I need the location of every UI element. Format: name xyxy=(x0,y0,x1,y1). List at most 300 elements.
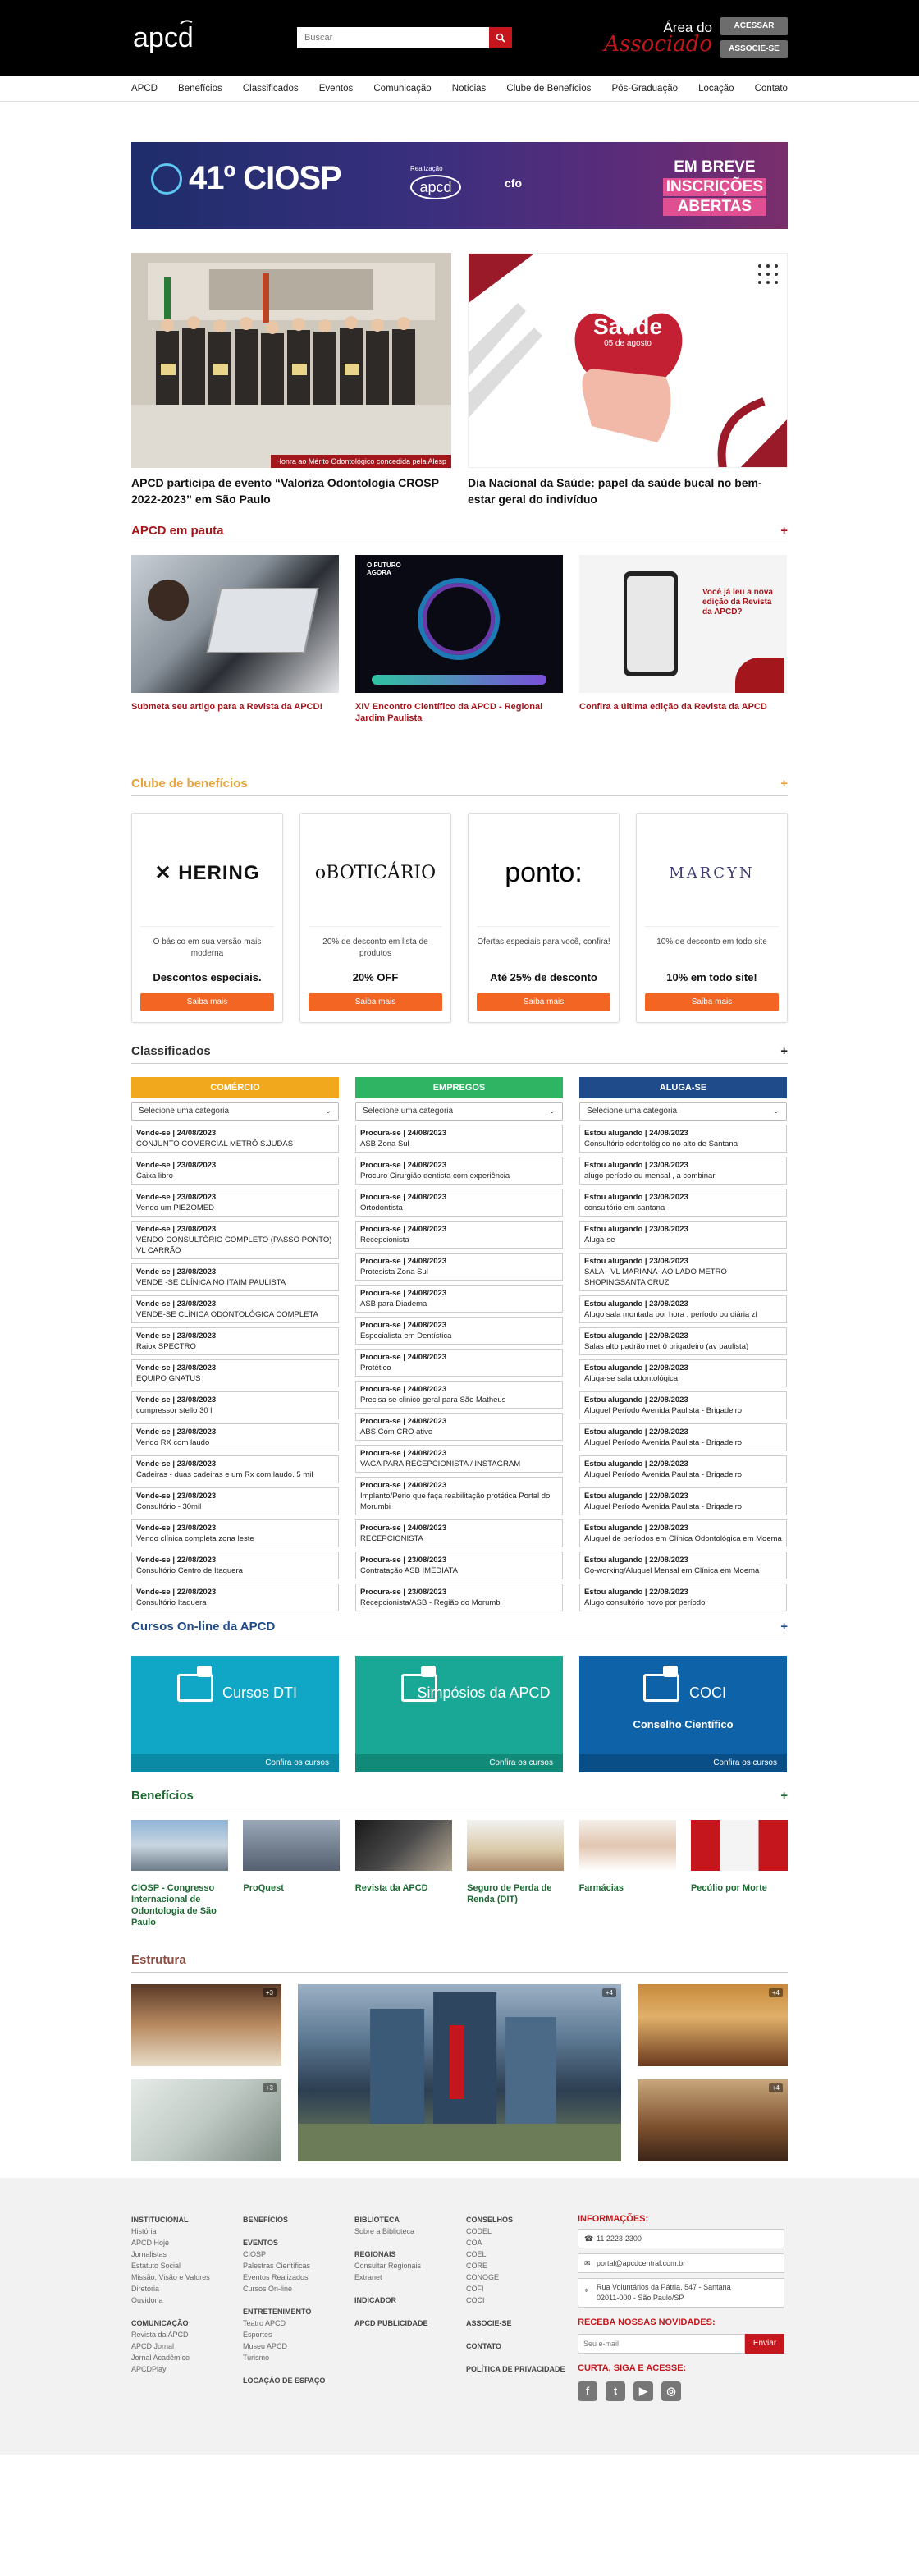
classified-entry[interactable] xyxy=(579,1295,787,1323)
newsletter-send-button[interactable]: Enviar xyxy=(745,2334,784,2354)
pauta-item[interactable] xyxy=(131,555,339,724)
newsletter-heading: RECEBA NOSSAS NOVIDADES: xyxy=(578,2317,716,2327)
classified-entry[interactable] xyxy=(355,1317,563,1345)
entry-header: Vende-se | 23/08/2023 xyxy=(136,1161,217,1170)
clube-offer: 20% OFF xyxy=(352,971,399,983)
entry-header: Vende-se | 23/08/2023 xyxy=(136,1460,217,1469)
footer-link[interactable]: CORE xyxy=(466,2262,488,2270)
entry-text: Vendo um PIEZOMED xyxy=(136,1203,215,1212)
confira-cursos-link[interactable]: Confira os cursos xyxy=(131,1754,339,1772)
nav-comunicacao[interactable]: Comunicação xyxy=(373,84,432,94)
clube-desc: Ofertas especiais para você, confira! xyxy=(477,937,610,947)
entry-text: VENDE-SE CLÍNICA ODONTOLÓGICA COMPLETA xyxy=(136,1310,318,1319)
classified-entry[interactable] xyxy=(131,1359,339,1387)
entry-text: Consultório Itaquera xyxy=(136,1598,207,1607)
beneficio-title[interactable]: Seguro de Perda de Renda (DIT) xyxy=(467,1883,552,1904)
estrutura-photo[interactable] xyxy=(131,1984,281,2066)
curso-title: Simpósios da APCD xyxy=(417,1684,551,1701)
entry-text: SALA - VL MARIANA- AO LADO METRO SHOPINGSANTA CRUZ xyxy=(584,1267,727,1287)
section-header-cursos xyxy=(131,1620,788,1639)
footer-column xyxy=(354,2214,466,2401)
curso-subtitle: Conselho Científico xyxy=(633,1718,734,1730)
ciosp-banner[interactable] xyxy=(131,142,788,229)
footer-link[interactable]: Esportes xyxy=(243,2331,272,2339)
classified-entry[interactable] xyxy=(131,1391,339,1419)
entry-text: RECEPCIONISTA xyxy=(360,1534,423,1543)
entry-header: Vende-se | 23/08/2023 xyxy=(136,1364,217,1373)
classified-entry[interactable] xyxy=(131,1263,339,1291)
nav-locacao[interactable]: Locação xyxy=(698,84,734,94)
footer-column xyxy=(131,2214,243,2401)
entry-text: Ortodontista xyxy=(360,1203,403,1212)
section-header-clube xyxy=(131,777,788,796)
classificados-column xyxy=(131,1077,339,1611)
entry-header: Procura-se | 24/08/2023 xyxy=(360,1225,447,1234)
acessar-button[interactable]: ACESSAR xyxy=(720,17,788,35)
twitter-icon[interactable]: t xyxy=(606,2381,625,2401)
entry-text: Aluguel Período Avenida Paulista - Brigadeiro xyxy=(584,1502,743,1511)
classified-entry[interactable] xyxy=(355,1125,563,1153)
entry-header: Vende-se | 23/08/2023 xyxy=(136,1332,217,1341)
entry-header: Estou alugando | 23/08/2023 xyxy=(584,1257,688,1266)
footer-link[interactable]: CIOSP xyxy=(243,2250,267,2258)
brand-logo-marcyn: MARCYN xyxy=(645,820,779,927)
footer-group-heading[interactable]: INDICADOR xyxy=(354,2296,396,2304)
classified-entry[interactable] xyxy=(579,1125,787,1153)
footer-link[interactable]: CODEL xyxy=(466,2227,492,2235)
beneficio-image xyxy=(355,1820,452,1871)
entry-header: Estou alugando | 23/08/2023 xyxy=(584,1299,688,1309)
footer-group-heading[interactable]: COMUNICAÇÃO xyxy=(131,2319,189,2327)
footer-link[interactable]: Teatro APCD xyxy=(243,2319,286,2327)
phone-field: ☎ 11 2223-2300 xyxy=(578,2229,784,2248)
entry-text: Consultório odontológico no alto de Santana xyxy=(584,1139,738,1148)
category-select[interactable] xyxy=(355,1102,563,1121)
beneficio-item[interactable] xyxy=(691,1820,788,1928)
entry-header: Estou alugando | 23/08/2023 xyxy=(584,1161,688,1170)
classified-entry[interactable] xyxy=(355,1445,563,1473)
classified-entry[interactable] xyxy=(131,1487,339,1515)
entry-header: Vende-se | 22/08/2023 xyxy=(136,1588,217,1597)
classified-entry[interactable] xyxy=(355,1285,563,1313)
entry-header: Procura-se | 24/08/2023 xyxy=(360,1353,447,1362)
entry-header: Procura-se | 24/08/2023 xyxy=(360,1289,447,1298)
footer-link[interactable]: COFI xyxy=(466,2285,484,2293)
beneficio-item[interactable] xyxy=(467,1820,564,1928)
section-title: Estrutura xyxy=(131,1953,186,1967)
classified-entry[interactable] xyxy=(579,1584,787,1611)
pauta-image: O FUTURO AGORA xyxy=(355,555,563,693)
brand-logo-boticario: oBOTICÁRIO xyxy=(309,820,442,927)
classified-entry[interactable] xyxy=(579,1327,787,1355)
nav-classificados[interactable]: Classificados xyxy=(242,84,299,94)
beneficio-image xyxy=(131,1820,228,1871)
entry-text: Contratação ASB IMEDIATA xyxy=(360,1566,458,1575)
info-heading: INFORMAÇÕES: xyxy=(578,2214,649,2224)
classificados-column xyxy=(579,1077,787,1611)
entry-header: Vende-se | 23/08/2023 xyxy=(136,1492,217,1501)
confira-cursos-link[interactable]: Confira os cursos xyxy=(579,1754,787,1772)
footer-link[interactable]: Eventos Realizados xyxy=(243,2273,309,2281)
classified-entry[interactable] xyxy=(355,1552,563,1579)
pauta-title[interactable]: Submeta seu artigo para a Revista da APCD! xyxy=(131,702,323,712)
entry-header: Vende-se | 23/08/2023 xyxy=(136,1267,217,1277)
plus-icon[interactable]: + xyxy=(780,1789,788,1803)
footer-group-heading[interactable]: REGIONAIS xyxy=(354,2250,396,2258)
nav-eventos[interactable]: Eventos xyxy=(318,84,354,94)
classified-entry[interactable] xyxy=(579,1423,787,1451)
clube-card xyxy=(131,813,283,1023)
mail-icon: ✉ xyxy=(584,2259,591,2267)
beneficio-item[interactable] xyxy=(355,1820,452,1928)
footer-link[interactable]: COEL xyxy=(466,2250,487,2258)
newsletter-email-input[interactable] xyxy=(578,2334,745,2354)
footer-column xyxy=(466,2214,578,2401)
category-select-value: Selecione uma categoria xyxy=(587,1107,678,1116)
featured-title[interactable]: Dia Nacional da Saúde: papel da saúde bucal no bem-estar geral do indivíduo xyxy=(468,476,762,506)
classified-entry[interactable] xyxy=(355,1221,563,1249)
saiba-mais-button[interactable]: Saiba mais xyxy=(140,993,274,1011)
category-select-value: Selecione uma categoria xyxy=(363,1107,454,1116)
facebook-icon[interactable]: f xyxy=(578,2381,597,2401)
classified-entry[interactable] xyxy=(355,1584,563,1611)
search-icon xyxy=(496,33,505,43)
featured-card[interactable] xyxy=(131,253,451,507)
entry-text: Vendo clínica completa zona leste xyxy=(136,1534,254,1543)
beneficio-item[interactable] xyxy=(243,1820,340,1928)
entry-header: Estou alugando | 22/08/2023 xyxy=(584,1332,688,1341)
column-header[interactable]: EMPREGOS xyxy=(355,1077,563,1098)
top-header xyxy=(0,0,919,76)
entry-header: Vende-se | 23/08/2023 xyxy=(136,1396,217,1405)
entry-text: Recepcionista/ASB - Região do Morumbi xyxy=(360,1598,502,1607)
entry-text: Consultório Centro de Itaquera xyxy=(136,1566,243,1575)
beneficio-image xyxy=(579,1820,676,1871)
pauta-image: Você já leu a nova edição da Revista da APCD? xyxy=(579,555,787,693)
classified-entry[interactable] xyxy=(131,1221,339,1259)
entry-text: Vendo RX com laudo xyxy=(136,1438,210,1447)
chat-bubble-icon xyxy=(663,1666,678,1677)
entry-header: Procura-se | 24/08/2023 xyxy=(360,1417,447,1426)
entry-text: Consultório - 30mil xyxy=(136,1502,202,1511)
nav-contato[interactable]: Contato xyxy=(754,84,788,94)
clube-card xyxy=(636,813,788,1023)
category-select[interactable] xyxy=(579,1102,787,1121)
entry-text: Raiox SPECTRO xyxy=(136,1342,196,1351)
clube-desc: 20% de desconto em lista de produtos xyxy=(322,937,428,958)
footer-link[interactable]: Consultar Regionais xyxy=(354,2262,422,2270)
curso-title: Cursos DTI xyxy=(222,1684,297,1701)
classified-entry[interactable] xyxy=(355,1157,563,1185)
classified-entry[interactable] xyxy=(131,1584,339,1611)
nav-clube-beneficios[interactable]: Clube de Benefícios xyxy=(506,84,592,94)
footer-link[interactable]: CONOGE xyxy=(466,2273,500,2281)
chat-bubble-icon xyxy=(421,1666,436,1677)
photo-count: +4 xyxy=(769,1988,783,1997)
footer-link[interactable]: Jornalistas xyxy=(131,2250,167,2258)
chevron-down-icon: ⌄ xyxy=(772,1107,780,1116)
section-header-beneficios xyxy=(131,1789,788,1808)
classified-entry[interactable] xyxy=(355,1477,563,1515)
beneficio-title[interactable]: Revista da APCD xyxy=(354,1883,428,1893)
entry-text: Aluguel Período Avenida Paulista - Brigadeiro xyxy=(584,1438,743,1447)
poster-text: Dia Nacional da Saúde 05 de agosto xyxy=(592,305,663,348)
beneficio-title[interactable]: CIOSP - Congresso Internacional de Odontologia de São Paulo xyxy=(131,1883,217,1927)
entry-header: Procura-se | 23/08/2023 xyxy=(360,1588,447,1597)
entry-header: Procura-se | 24/08/2023 xyxy=(360,1193,447,1202)
plus-icon[interactable]: + xyxy=(780,524,788,538)
footer-group-heading[interactable]: BENEFÍCIOS xyxy=(243,2216,289,2224)
beneficio-title[interactable]: Farmácias xyxy=(578,1883,624,1893)
classified-entry[interactable] xyxy=(131,1423,339,1451)
featured-caption: Honra ao Mérito Odontológico concedida pela Alesp xyxy=(271,455,451,468)
footer-link[interactable]: APCDPlay xyxy=(131,2365,167,2373)
classified-entry[interactable] xyxy=(131,1295,339,1323)
footer-info xyxy=(578,2214,784,2401)
classified-entry[interactable] xyxy=(355,1519,563,1547)
entry-header: Estou alugando | 22/08/2023 xyxy=(584,1524,688,1533)
entry-text: Procuro Cirurgião dentista com experiência xyxy=(360,1171,510,1180)
classified-entry[interactable] xyxy=(579,1253,787,1291)
footer xyxy=(0,2178,919,2455)
entry-header: Estou alugando | 22/08/2023 xyxy=(584,1364,688,1373)
entry-header: Procura-se | 23/08/2023 xyxy=(360,1556,447,1565)
classified-entry[interactable] xyxy=(579,1189,787,1217)
beneficio-image xyxy=(691,1820,788,1871)
search-button[interactable] xyxy=(489,27,512,48)
estrutura-photo[interactable] xyxy=(131,2079,281,2161)
section-title: Classificados xyxy=(131,1044,211,1058)
column-header[interactable]: ALUGA-SE xyxy=(579,1077,787,1098)
classified-entry[interactable] xyxy=(579,1552,787,1579)
banner-realizacao: Realização xyxy=(410,165,443,172)
footer-link[interactable]: Museu APCD xyxy=(243,2342,288,2350)
pauta-title[interactable]: Confira a última edição da Revista da APCD xyxy=(579,702,767,712)
entry-text: Especialista em Dentística xyxy=(360,1332,452,1341)
chat-bubble-icon xyxy=(197,1666,212,1677)
confira-cursos-link[interactable]: Confira os cursos xyxy=(355,1754,563,1772)
chevron-down-icon: ⌄ xyxy=(548,1107,556,1116)
entry-text: ASB Zona Sul xyxy=(360,1139,409,1148)
cursos-grid xyxy=(131,1656,788,1772)
entry-text: Implanto/Perio que faça reabilitação protética Portal do Morumbi xyxy=(360,1492,551,1511)
estrutura-photo[interactable] xyxy=(638,2079,788,2161)
saiba-mais-button[interactable]: Saiba mais xyxy=(477,993,610,1011)
classified-entry[interactable] xyxy=(355,1253,563,1281)
footer-group-heading[interactable]: LOCAÇÃO DE ESPAÇO xyxy=(243,2377,326,2385)
featured-card[interactable] xyxy=(468,253,788,507)
saiba-mais-button[interactable]: Saiba mais xyxy=(645,993,779,1011)
clube-desc: O básico em sua versão mais moderna xyxy=(153,937,262,958)
footer-link[interactable]: Turismo xyxy=(243,2354,270,2362)
curso-title: COCI xyxy=(689,1684,726,1701)
classified-entry[interactable] xyxy=(131,1125,339,1153)
beneficio-image xyxy=(467,1820,564,1871)
photo-count: +3 xyxy=(263,2083,277,2092)
classified-entry[interactable] xyxy=(355,1189,563,1217)
footer-group-heading[interactable]: INSTITUCIONAL xyxy=(131,2216,189,2224)
entry-text: Aluguel de períodos em Clínica Odontológica em Moema xyxy=(584,1534,782,1543)
brand-logo-ponto: ponto: xyxy=(477,820,610,927)
classified-entry[interactable] xyxy=(579,1519,787,1547)
entry-header: Estou alugando | 22/08/2023 xyxy=(584,1460,688,1469)
entry-header: Procura-se | 24/08/2023 xyxy=(360,1161,447,1170)
nav-beneficios[interactable]: Benefícios xyxy=(178,84,222,94)
classified-entry[interactable] xyxy=(579,1359,787,1387)
footer-group-heading[interactable]: APCD PUBLICIDADE xyxy=(354,2319,428,2327)
classified-entry[interactable] xyxy=(131,1189,339,1217)
entry-text: Aluga-se sala odontológica xyxy=(584,1374,679,1383)
footer-link[interactable]: Palestras Científicas xyxy=(243,2262,311,2270)
section-header-classificados xyxy=(131,1044,788,1064)
classified-entry[interactable] xyxy=(355,1381,563,1409)
beneficio-item[interactable] xyxy=(131,1820,228,1928)
beneficio-title[interactable]: Pecúlio por Morte xyxy=(690,1883,767,1893)
entry-header: Procura-se | 24/08/2023 xyxy=(360,1257,447,1266)
footer-link[interactable]: Estatuto Social xyxy=(131,2262,181,2270)
footer-link[interactable]: COA xyxy=(466,2239,482,2247)
entry-header: Estou alugando | 24/08/2023 xyxy=(584,1129,688,1138)
column-header[interactable]: COMÉRCIO xyxy=(131,1077,339,1098)
address-field: ⌖ Rua Voluntários da Pátria, 547 - Santana 02011-000 - São Paulo/SP xyxy=(578,2278,784,2308)
banner-title: 41º CIOSP xyxy=(189,160,341,196)
footer-link[interactable]: APCD Jornal xyxy=(131,2342,175,2350)
classified-entry[interactable] xyxy=(579,1221,787,1249)
entry-header: Procura-se | 24/08/2023 xyxy=(360,1321,447,1330)
footer-link[interactable]: Missão, Visão e Valores xyxy=(131,2273,210,2281)
entry-header: Vende-se | 24/08/2023 xyxy=(136,1129,217,1138)
footer-link[interactable]: Extranet xyxy=(354,2273,382,2281)
entry-text: compressor stello 30 l xyxy=(136,1406,213,1415)
classified-entry[interactable] xyxy=(579,1157,787,1185)
classified-entry[interactable] xyxy=(131,1157,339,1185)
curso-card[interactable] xyxy=(355,1656,563,1772)
classified-entry[interactable] xyxy=(579,1487,787,1515)
instagram-icon[interactable]: ◎ xyxy=(661,2381,681,2401)
pauta-title[interactable]: XIV Encontro Científico da APCD - Regional Jardim Paulista xyxy=(355,702,543,723)
classified-entry[interactable] xyxy=(355,1413,563,1441)
footer-link[interactable]: Revista da APCD xyxy=(131,2331,189,2339)
estrutura-photo[interactable] xyxy=(298,1984,621,2161)
footer-group-heading[interactable]: EVENTOS xyxy=(243,2239,278,2247)
pauta-item[interactable] xyxy=(579,555,787,724)
entry-text: Caixa libro xyxy=(136,1171,173,1180)
saiba-mais-button[interactable]: Saiba mais xyxy=(309,993,442,1011)
featured-title[interactable]: APCD participa de evento “Valoriza Odontologia CROSP 2022-2023” em São Paulo xyxy=(131,476,439,506)
footer-link[interactable]: COCI xyxy=(466,2296,485,2304)
classified-entry[interactable] xyxy=(579,1391,787,1419)
section-title: Cursos On-line da APCD xyxy=(131,1620,276,1634)
globe-icon xyxy=(151,163,182,195)
banner-cfo-logo: cfo xyxy=(505,176,522,190)
youtube-icon[interactable]: ▶ xyxy=(633,2381,653,2401)
entry-text: Cadeiras - duas cadeiras e um Rx com laudo. 5 mil xyxy=(136,1470,313,1479)
footer-link[interactable]: Diretoria xyxy=(131,2285,160,2293)
footer-group-heading[interactable]: ENTRETENIMENTO xyxy=(243,2308,312,2316)
section-title: Clube de benefícios xyxy=(131,777,248,791)
pauta-item[interactable] xyxy=(355,555,563,724)
classified-entry[interactable] xyxy=(131,1327,339,1355)
footer-link[interactable]: História xyxy=(131,2227,157,2235)
classified-entry[interactable] xyxy=(579,1455,787,1483)
entry-text: Aluga-se xyxy=(584,1235,615,1244)
search-form xyxy=(297,27,512,48)
plus-icon[interactable]: + xyxy=(780,1044,788,1058)
category-select-value: Selecione uma categoria xyxy=(139,1107,230,1116)
apcd-logo[interactable] xyxy=(131,17,210,58)
phone-icon: ☎ xyxy=(584,2235,594,2243)
footer-group-heading[interactable]: POLÍTICA DE PRIVACIDADE xyxy=(466,2365,565,2373)
associe-se-button[interactable]: ASSOCIE-SE xyxy=(720,40,788,58)
footer-link[interactable]: Ouvidoria xyxy=(131,2296,163,2304)
entry-text: Recepcionista xyxy=(360,1235,409,1244)
svg-text:apcd: apcd xyxy=(133,22,194,53)
footer-group-heading[interactable]: ASSOCIE-SE xyxy=(466,2319,512,2327)
entry-header: Estou alugando | 22/08/2023 xyxy=(584,1588,688,1597)
footer-link[interactable]: Jornal Acadêmico xyxy=(131,2354,190,2362)
clube-offer: Até 25% de desconto xyxy=(490,971,597,983)
entry-header: Vende-se | 23/08/2023 xyxy=(136,1428,217,1437)
main-nav xyxy=(0,76,919,102)
clube-desc: 10% de desconto em todo site xyxy=(656,937,767,947)
plus-icon[interactable]: + xyxy=(780,1620,788,1634)
classified-entry[interactable] xyxy=(131,1519,339,1547)
footer-group-heading[interactable]: CONSELHOS xyxy=(466,2216,514,2224)
beneficio-title[interactable]: ProQuest xyxy=(243,1883,284,1893)
curso-card[interactable] xyxy=(131,1656,339,1772)
entry-header: Procura-se | 24/08/2023 xyxy=(360,1449,447,1458)
footer-column xyxy=(243,2214,354,2401)
footer-group-heading[interactable]: BIBLIOTECA xyxy=(354,2216,400,2224)
entry-header: Vende-se | 22/08/2023 xyxy=(136,1556,217,1565)
banner-apcd-logo: apcd xyxy=(410,175,461,199)
entry-text: alugo período ou mensal , a combinar xyxy=(584,1171,716,1180)
nav-pos-graduacao[interactable]: Pós-Graduação xyxy=(611,84,678,94)
classified-entry[interactable] xyxy=(131,1455,339,1483)
footer-link[interactable]: Cursos On-line xyxy=(243,2285,293,2293)
footer-link[interactable]: APCD Hoje xyxy=(131,2239,170,2247)
email-field[interactable]: ✉ portal@apcdcentral.com.br xyxy=(578,2253,784,2273)
section-title: APCD em pauta xyxy=(131,524,224,538)
nav-apcd[interactable]: APCD xyxy=(131,84,158,94)
brand-logo-hering: ✕ HERING xyxy=(140,820,274,927)
section-header-pauta xyxy=(131,524,788,543)
estrutura-photo[interactable] xyxy=(638,1984,788,2066)
section-title: Benefícios xyxy=(131,1789,194,1803)
footer-link[interactable]: Sobre a Biblioteca xyxy=(354,2227,415,2235)
search-input[interactable] xyxy=(297,27,489,48)
entry-header: Procura-se | 24/08/2023 xyxy=(360,1129,447,1138)
featured-image xyxy=(468,253,788,468)
beneficio-image xyxy=(243,1820,340,1871)
entry-text: Salas alto padrão metrô brigadeiro (av paulista) xyxy=(584,1342,749,1351)
category-select[interactable] xyxy=(131,1102,339,1121)
curso-card[interactable] xyxy=(579,1656,787,1772)
social-heading: CURTA, SIGA E ACESSE: xyxy=(578,2363,687,2373)
featured-image xyxy=(131,253,451,468)
section-header-estrutura xyxy=(131,1953,788,1973)
footer-group-heading[interactable]: CONTATO xyxy=(466,2342,501,2350)
beneficio-item[interactable] xyxy=(579,1820,676,1928)
entry-text: Aluguel Período Avenida Paulista - Brigadeiro xyxy=(584,1406,743,1415)
nav-noticias[interactable]: Notícias xyxy=(451,84,487,94)
entry-header: Estou alugando | 22/08/2023 xyxy=(584,1492,688,1501)
plus-icon[interactable]: + xyxy=(780,777,788,791)
classified-entry[interactable] xyxy=(131,1552,339,1579)
entry-header: Estou alugando | 23/08/2023 xyxy=(584,1193,688,1202)
classified-entry[interactable] xyxy=(355,1349,563,1377)
photo-count: +3 xyxy=(263,1988,277,1997)
